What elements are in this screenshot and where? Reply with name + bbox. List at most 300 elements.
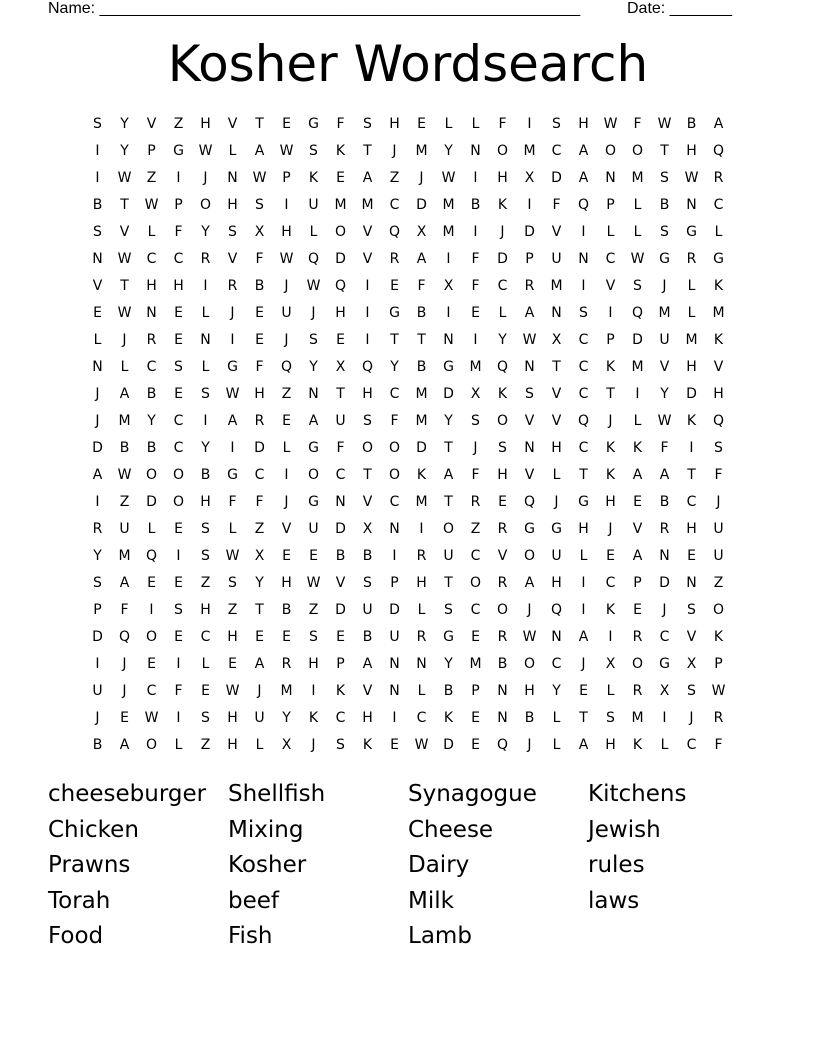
grid-cell[interactable]: Z — [146, 170, 157, 186]
grid-cell[interactable]: R — [146, 332, 157, 348]
grid-cell[interactable]: K — [443, 710, 454, 726]
grid-cell[interactable]: P — [471, 683, 480, 699]
grid-cell[interactable]: N — [686, 575, 697, 591]
grid-cell[interactable]: F — [255, 494, 264, 510]
grid-cell[interactable]: H — [200, 602, 211, 618]
grid-cell[interactable]: Q — [550, 602, 563, 618]
grid-cell[interactable]: I — [581, 224, 586, 240]
grid-cell[interactable]: M — [415, 413, 428, 429]
grid-cell[interactable]: G — [389, 305, 400, 321]
grid-cell[interactable]: N — [551, 629, 562, 645]
grid-cell[interactable]: B — [362, 629, 373, 645]
grid-cell[interactable]: N — [605, 170, 616, 186]
grid-cell[interactable]: T — [579, 467, 588, 483]
grid-cell[interactable]: H — [281, 575, 292, 591]
grid-cell[interactable]: E — [255, 305, 264, 321]
grid-cell[interactable]: I — [581, 575, 586, 591]
grid-cell[interactable]: K — [497, 386, 508, 402]
grid-cell[interactable]: H — [605, 737, 616, 753]
grid-cell[interactable]: I — [527, 116, 532, 132]
grid-cell[interactable]: A — [578, 143, 589, 159]
grid-cell[interactable]: J — [284, 332, 289, 348]
grid-cell[interactable]: B — [686, 116, 697, 132]
grid-cell[interactable]: X — [335, 359, 346, 375]
grid-cell[interactable]: W — [225, 683, 240, 699]
grid-cell[interactable]: K — [713, 332, 724, 348]
grid-cell[interactable]: D — [335, 521, 346, 537]
grid-cell[interactable]: X — [605, 656, 616, 672]
grid-cell[interactable]: L — [309, 224, 318, 240]
grid-cell[interactable]: R — [227, 278, 238, 294]
grid-cell[interactable]: N — [389, 656, 400, 672]
grid-cell[interactable]: F — [714, 737, 723, 753]
grid-cell[interactable]: L — [282, 440, 291, 456]
grid-cell[interactable]: E — [255, 332, 264, 348]
grid-cell[interactable]: N — [524, 440, 535, 456]
grid-cell[interactable]: L — [606, 224, 615, 240]
grid-cell[interactable]: I — [311, 683, 316, 699]
grid-cell[interactable]: S — [552, 116, 561, 132]
grid-cell[interactable]: I — [392, 548, 397, 564]
date-field[interactable]: Date: _______ — [627, 0, 732, 17]
grid-cell[interactable]: A — [524, 575, 535, 591]
grid-cell[interactable]: H — [227, 737, 238, 753]
grid-cell[interactable]: I — [527, 197, 532, 213]
grid-cell[interactable]: S — [93, 224, 102, 240]
grid-cell[interactable]: B — [200, 467, 211, 483]
grid-cell[interactable]: O — [712, 602, 725, 618]
grid-cell[interactable]: N — [389, 521, 400, 537]
grid-cell[interactable]: S — [498, 440, 507, 456]
grid-cell[interactable]: V — [551, 413, 562, 429]
grid-cell[interactable]: N — [686, 197, 697, 213]
grid-cell[interactable]: N — [146, 305, 157, 321]
grid-cell[interactable]: V — [227, 116, 238, 132]
grid-cell[interactable]: W — [225, 386, 240, 402]
grid-cell[interactable]: Y — [444, 143, 453, 159]
grid-cell[interactable]: J — [716, 494, 721, 510]
grid-cell[interactable]: M — [415, 494, 428, 510]
grid-cell[interactable]: X — [416, 224, 427, 240]
grid-cell[interactable]: P — [336, 656, 345, 672]
grid-cell[interactable]: I — [149, 602, 154, 618]
grid-cell[interactable]: T — [444, 494, 453, 510]
grid-cell[interactable]: S — [471, 413, 480, 429]
grid-cell[interactable]: Q — [496, 359, 509, 375]
grid-cell[interactable]: R — [470, 494, 481, 510]
grid-cell[interactable]: A — [524, 305, 535, 321]
grid-cell[interactable]: N — [578, 251, 589, 267]
grid-cell[interactable]: M — [334, 197, 347, 213]
grid-cell[interactable]: D — [497, 251, 508, 267]
grid-cell[interactable]: L — [660, 737, 669, 753]
grid-cell[interactable]: S — [228, 575, 237, 591]
grid-cell[interactable]: P — [147, 143, 156, 159]
grid-cell[interactable]: Y — [498, 332, 507, 348]
grid-cell[interactable]: W — [117, 305, 132, 321]
grid-cell[interactable]: L — [633, 413, 642, 429]
grid-cell[interactable]: I — [203, 278, 208, 294]
grid-cell[interactable]: V — [524, 467, 535, 483]
grid-cell[interactable]: E — [255, 629, 264, 645]
grid-cell[interactable]: F — [255, 251, 264, 267]
grid-cell[interactable]: K — [605, 359, 616, 375]
grid-cell[interactable]: L — [417, 602, 426, 618]
grid-cell[interactable]: A — [119, 575, 130, 591]
grid-cell[interactable]: W — [144, 710, 159, 726]
grid-cell[interactable]: C — [470, 548, 481, 564]
grid-cell[interactable]: L — [174, 737, 183, 753]
grid-cell[interactable]: E — [174, 332, 183, 348]
grid-cell[interactable]: W — [252, 170, 267, 186]
grid-cell[interactable]: I — [608, 305, 613, 321]
grid-cell[interactable]: L — [633, 197, 642, 213]
grid-cell[interactable]: K — [308, 710, 319, 726]
grid-cell[interactable]: G — [686, 224, 697, 240]
grid-cell[interactable]: Y — [147, 413, 156, 429]
grid-cell[interactable]: O — [199, 197, 212, 213]
grid-cell[interactable]: T — [579, 710, 588, 726]
grid-cell[interactable]: B — [254, 278, 265, 294]
grid-cell[interactable]: C — [416, 710, 427, 726]
grid-cell[interactable]: L — [201, 305, 210, 321]
grid-cell[interactable]: I — [176, 656, 181, 672]
grid-cell[interactable]: G — [173, 143, 184, 159]
grid-cell[interactable]: S — [309, 332, 318, 348]
grid-cell[interactable]: Q — [361, 359, 374, 375]
grid-cell[interactable]: W — [279, 251, 294, 267]
grid-cell[interactable]: B — [362, 548, 373, 564]
grid-cell[interactable]: C — [605, 575, 616, 591]
grid-cell[interactable]: H — [389, 116, 400, 132]
grid-cell[interactable]: J — [581, 656, 586, 672]
grid-cell[interactable]: J — [608, 521, 613, 537]
grid-cell[interactable]: H — [416, 575, 427, 591]
grid-cell[interactable]: U — [713, 521, 724, 537]
grid-cell[interactable]: E — [201, 683, 210, 699]
grid-cell[interactable]: C — [578, 386, 589, 402]
grid-cell[interactable]: A — [254, 656, 265, 672]
grid-cell[interactable]: S — [93, 116, 102, 132]
grid-cell[interactable]: I — [608, 629, 613, 645]
grid-cell[interactable]: I — [392, 710, 397, 726]
grid-cell[interactable]: I — [446, 251, 451, 267]
grid-cell[interactable]: I — [284, 467, 289, 483]
grid-cell[interactable]: J — [500, 224, 505, 240]
grid-cell[interactable]: O — [442, 521, 455, 537]
grid-cell[interactable]: Y — [93, 548, 102, 564]
grid-cell[interactable]: V — [605, 278, 616, 294]
grid-cell[interactable]: L — [687, 305, 696, 321]
grid-cell[interactable]: O — [307, 467, 320, 483]
grid-cell[interactable]: I — [581, 278, 586, 294]
grid-cell[interactable]: O — [145, 467, 158, 483]
grid-cell[interactable]: L — [552, 710, 561, 726]
grid-cell[interactable]: E — [633, 494, 642, 510]
grid-cell[interactable]: O — [145, 737, 158, 753]
grid-cell[interactable]: J — [419, 170, 424, 186]
grid-cell[interactable]: B — [335, 548, 346, 564]
grid-cell[interactable]: I — [176, 548, 181, 564]
grid-cell[interactable]: H — [227, 710, 238, 726]
grid-cell[interactable]: E — [417, 116, 426, 132]
grid-cell[interactable]: O — [388, 440, 401, 456]
grid-cell[interactable]: P — [93, 602, 102, 618]
grid-cell[interactable]: M — [469, 656, 482, 672]
grid-cell[interactable]: C — [470, 602, 481, 618]
grid-cell[interactable]: T — [120, 197, 129, 213]
grid-cell[interactable]: M — [280, 683, 293, 699]
grid-cell[interactable]: P — [174, 197, 183, 213]
grid-cell[interactable]: M — [118, 413, 131, 429]
grid-cell[interactable]: Z — [227, 602, 238, 618]
grid-cell[interactable]: U — [713, 548, 724, 564]
grid-cell[interactable]: N — [308, 386, 319, 402]
grid-cell[interactable]: B — [416, 305, 427, 321]
grid-cell[interactable]: D — [254, 440, 265, 456]
grid-cell[interactable]: E — [282, 413, 291, 429]
grid-cell[interactable]: Z — [200, 737, 211, 753]
grid-cell[interactable]: N — [524, 359, 535, 375]
grid-cell[interactable]: Y — [255, 575, 264, 591]
grid-cell[interactable]: J — [689, 710, 694, 726]
grid-cell[interactable]: I — [176, 710, 181, 726]
grid-cell[interactable]: M — [442, 224, 455, 240]
grid-cell[interactable]: S — [525, 386, 534, 402]
grid-cell[interactable]: M — [550, 278, 563, 294]
grid-cell[interactable]: L — [444, 116, 453, 132]
grid-cell[interactable]: V — [146, 116, 157, 132]
grid-cell[interactable]: K — [605, 602, 616, 618]
grid-cell[interactable]: C — [578, 440, 589, 456]
grid-cell[interactable]: T — [390, 332, 399, 348]
grid-cell[interactable]: E — [390, 278, 399, 294]
grid-cell[interactable]: M — [631, 170, 644, 186]
grid-cell[interactable]: Y — [282, 710, 291, 726]
grid-cell[interactable]: D — [146, 494, 157, 510]
grid-cell[interactable]: W — [711, 683, 726, 699]
grid-cell[interactable]: A — [632, 467, 643, 483]
grid-cell[interactable]: I — [176, 170, 181, 186]
grid-cell[interactable]: I — [365, 332, 370, 348]
grid-cell[interactable]: W — [657, 116, 672, 132]
grid-cell[interactable]: T — [606, 386, 615, 402]
grid-cell[interactable]: W — [117, 170, 132, 186]
grid-cell[interactable]: C — [389, 494, 400, 510]
grid-cell[interactable]: X — [524, 170, 535, 186]
grid-cell[interactable]: U — [335, 413, 346, 429]
grid-cell[interactable]: E — [228, 656, 237, 672]
grid-cell[interactable]: X — [551, 332, 562, 348]
grid-cell[interactable]: Q — [712, 143, 725, 159]
grid-cell[interactable]: M — [415, 143, 428, 159]
grid-cell[interactable]: V — [281, 521, 292, 537]
grid-cell[interactable]: L — [606, 683, 615, 699]
grid-cell[interactable]: M — [442, 197, 455, 213]
grid-cell[interactable]: Y — [390, 359, 399, 375]
grid-cell[interactable]: F — [336, 116, 345, 132]
grid-cell[interactable]: S — [660, 170, 669, 186]
grid-cell[interactable]: X — [443, 278, 454, 294]
grid-cell[interactable]: U — [308, 521, 319, 537]
grid-cell[interactable]: C — [389, 197, 400, 213]
grid-cell[interactable]: B — [659, 494, 670, 510]
grid-cell[interactable]: C — [686, 737, 697, 753]
grid-cell[interactable]: H — [335, 305, 346, 321]
grid-cell[interactable]: E — [498, 494, 507, 510]
grid-cell[interactable]: V — [551, 386, 562, 402]
grid-cell[interactable]: J — [230, 305, 235, 321]
grid-cell[interactable]: Q — [334, 278, 347, 294]
grid-cell[interactable]: B — [119, 440, 130, 456]
grid-cell[interactable]: W — [279, 143, 294, 159]
grid-cell[interactable]: C — [497, 278, 508, 294]
grid-cell[interactable]: K — [416, 467, 427, 483]
grid-cell[interactable]: Z — [308, 602, 319, 618]
grid-cell[interactable]: E — [174, 305, 183, 321]
grid-cell[interactable]: P — [525, 251, 534, 267]
grid-cell[interactable]: H — [497, 467, 508, 483]
grid-cell[interactable]: U — [659, 332, 670, 348]
grid-cell[interactable]: L — [147, 224, 156, 240]
grid-cell[interactable]: T — [255, 116, 264, 132]
grid-cell[interactable]: S — [687, 683, 696, 699]
grid-cell[interactable]: Z — [713, 575, 724, 591]
grid-cell[interactable]: F — [633, 116, 642, 132]
grid-cell[interactable]: X — [281, 737, 292, 753]
grid-cell[interactable]: V — [362, 494, 373, 510]
grid-cell[interactable]: E — [471, 305, 480, 321]
grid-cell[interactable]: R — [200, 251, 211, 267]
grid-cell[interactable]: S — [93, 575, 102, 591]
grid-cell[interactable]: S — [201, 548, 210, 564]
grid-cell[interactable]: Z — [470, 521, 481, 537]
grid-cell[interactable]: J — [95, 710, 100, 726]
grid-cell[interactable]: C — [200, 629, 211, 645]
grid-cell[interactable]: F — [471, 251, 480, 267]
grid-cell[interactable]: K — [308, 170, 319, 186]
grid-cell[interactable]: F — [471, 278, 480, 294]
grid-cell[interactable]: F — [174, 683, 183, 699]
grid-cell[interactable]: Q — [118, 629, 131, 645]
grid-cell[interactable]: O — [496, 602, 509, 618]
grid-cell[interactable]: I — [365, 305, 370, 321]
grid-cell[interactable]: U — [119, 521, 130, 537]
grid-cell[interactable]: D — [659, 575, 670, 591]
grid-cell[interactable]: D — [389, 602, 400, 618]
grid-cell[interactable]: C — [713, 197, 724, 213]
grid-cell[interactable]: H — [362, 710, 373, 726]
letter-grid[interactable] — [84, 111, 732, 759]
grid-cell[interactable]: K — [335, 143, 346, 159]
grid-cell[interactable]: N — [92, 251, 103, 267]
grid-cell[interactable]: A — [362, 656, 373, 672]
grid-cell[interactable]: A — [362, 170, 373, 186]
grid-cell[interactable]: D — [335, 602, 346, 618]
grid-cell[interactable]: E — [174, 521, 183, 537]
grid-cell[interactable]: L — [228, 143, 237, 159]
grid-cell[interactable]: L — [552, 467, 561, 483]
grid-cell[interactable]: A — [416, 251, 427, 267]
grid-cell[interactable]: D — [686, 386, 697, 402]
grid-cell[interactable]: O — [523, 548, 536, 564]
grid-cell[interactable]: S — [444, 602, 453, 618]
grid-cell[interactable]: D — [443, 737, 454, 753]
grid-cell[interactable]: Q — [577, 197, 590, 213]
grid-cell[interactable]: J — [95, 413, 100, 429]
grid-cell[interactable]: L — [498, 305, 507, 321]
grid-cell[interactable]: A — [92, 467, 103, 483]
grid-cell[interactable]: U — [551, 548, 562, 564]
grid-cell[interactable]: U — [551, 251, 562, 267]
grid-cell[interactable]: Q — [577, 413, 590, 429]
grid-cell[interactable]: E — [147, 575, 156, 591]
grid-cell[interactable]: E — [471, 629, 480, 645]
grid-cell[interactable]: J — [311, 737, 316, 753]
grid-cell[interactable]: E — [282, 116, 291, 132]
grid-cell[interactable]: V — [119, 224, 130, 240]
grid-cell[interactable]: H — [281, 224, 292, 240]
grid-cell[interactable]: L — [552, 737, 561, 753]
grid-cell[interactable]: S — [606, 710, 615, 726]
grid-cell[interactable]: O — [361, 440, 374, 456]
grid-cell[interactable]: R — [632, 629, 643, 645]
grid-cell[interactable]: E — [120, 710, 129, 726]
grid-cell[interactable]: M — [712, 305, 725, 321]
grid-cell[interactable]: F — [228, 494, 237, 510]
grid-cell[interactable]: R — [632, 683, 643, 699]
grid-cell[interactable]: R — [497, 575, 508, 591]
grid-cell[interactable]: N — [416, 656, 427, 672]
grid-cell[interactable]: R — [497, 629, 508, 645]
grid-cell[interactable]: Y — [444, 656, 453, 672]
grid-cell[interactable]: S — [660, 224, 669, 240]
grid-cell[interactable]: H — [605, 494, 616, 510]
grid-cell[interactable]: H — [200, 116, 211, 132]
grid-cell[interactable]: X — [362, 521, 373, 537]
grid-cell[interactable]: A — [443, 467, 454, 483]
grid-cell[interactable]: U — [308, 197, 319, 213]
grid-cell[interactable]: H — [551, 575, 562, 591]
grid-cell[interactable]: T — [444, 440, 453, 456]
grid-cell[interactable]: G — [578, 494, 589, 510]
grid-cell[interactable]: G — [713, 251, 724, 267]
grid-cell[interactable]: E — [471, 710, 480, 726]
grid-cell[interactable]: B — [524, 710, 535, 726]
grid-cell[interactable]: O — [172, 494, 185, 510]
grid-cell[interactable]: V — [551, 224, 562, 240]
grid-cell[interactable]: C — [254, 467, 265, 483]
grid-cell[interactable]: T — [660, 143, 669, 159]
grid-cell[interactable]: J — [122, 332, 127, 348]
grid-cell[interactable]: O — [631, 656, 644, 672]
grid-cell[interactable]: H — [227, 197, 238, 213]
grid-cell[interactable]: Y — [444, 413, 453, 429]
grid-cell[interactable]: B — [281, 602, 292, 618]
grid-cell[interactable]: W — [657, 413, 672, 429]
grid-cell[interactable]: V — [362, 251, 373, 267]
grid-cell[interactable]: C — [173, 251, 184, 267]
grid-cell[interactable]: V — [713, 359, 724, 375]
grid-cell[interactable]: H — [173, 278, 184, 294]
grid-cell[interactable]: D — [92, 440, 103, 456]
grid-cell[interactable]: J — [284, 494, 289, 510]
grid-cell[interactable]: S — [633, 278, 642, 294]
grid-cell[interactable]: J — [662, 278, 667, 294]
grid-cell[interactable]: I — [95, 494, 100, 510]
grid-cell[interactable]: I — [203, 413, 208, 429]
grid-cell[interactable]: X — [686, 656, 697, 672]
